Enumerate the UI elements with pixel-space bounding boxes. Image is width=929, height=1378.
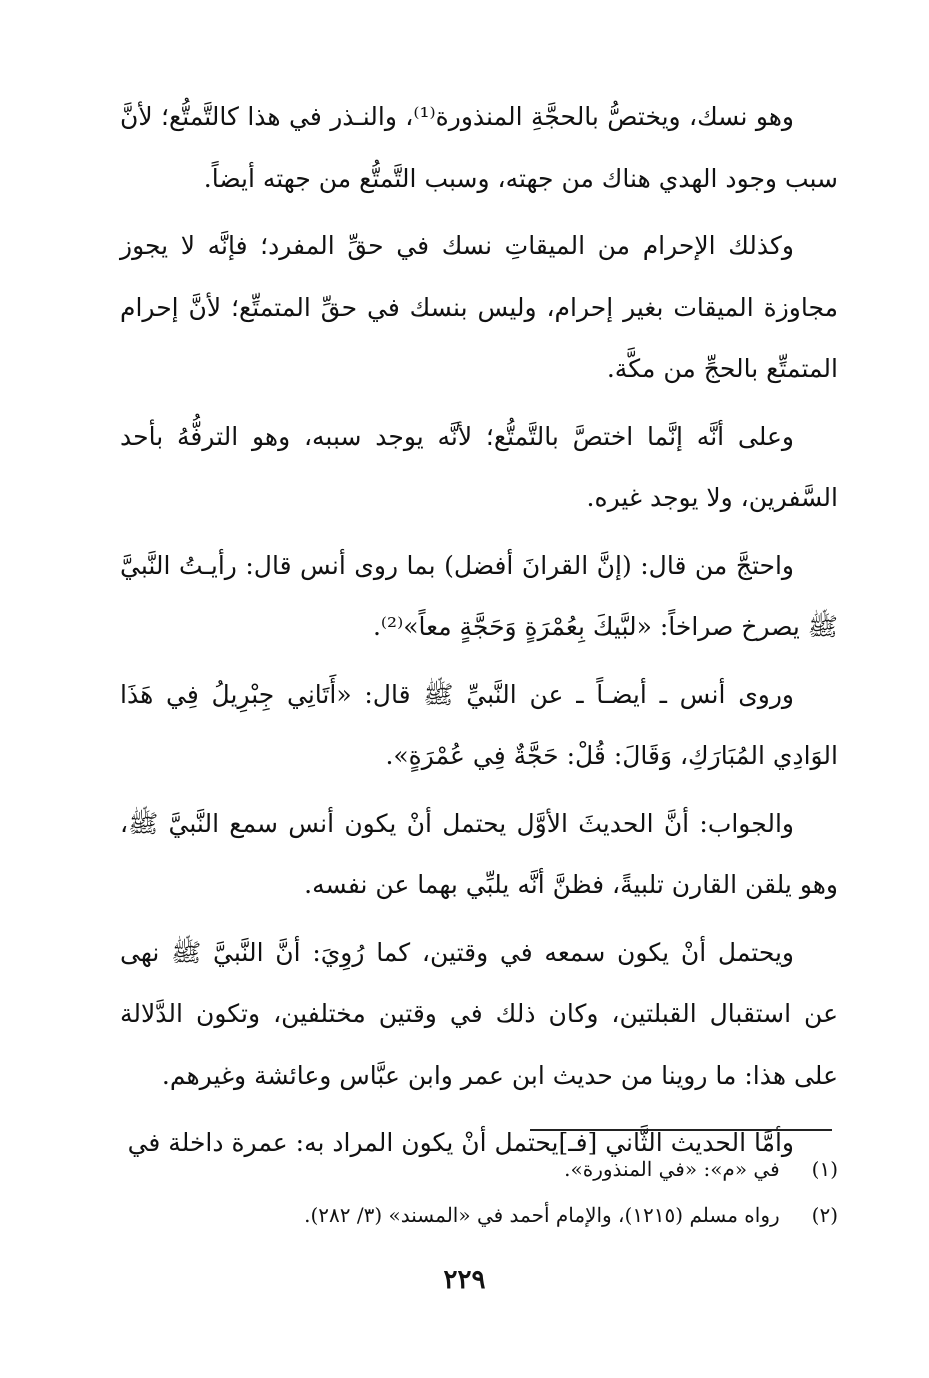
paragraph-1: وهو نسك، ويختصُّ بالحجَّةِ المنذورة⁽¹⁾، والنـذر في هذا كالتَّمتُّع؛ لأنَّ سبب وجود الهدي هناك من جهته، وسبب التَّمتُّع من جهته أيضاً.: [120, 102, 838, 193]
footnotes: [120, 1146, 838, 1238]
footnote-divider: [530, 1129, 832, 1131]
paragraph-6: والجواب: أنَّ الحديثَ الأوَّل يحتمل أنْ يكون أنس سمع النَّبيَّ ﷺ، وهو يلقن القارن تلبيةً، فظنَّ أنَّه يلبِّي بهما عن نفسه.: [120, 808, 838, 899]
footnote-2: [120, 1192, 838, 1238]
footnote-number: (١): [811, 1157, 838, 1181]
paragraph-4: واحتجَّ من قال: (إنَّ القرانَ أفضل) بما روى أنس قال: رأيـتُ النَّبيَّ ﷺ يصرخ صراخاً: «لبَّيكَ بِعُمْرَةٍ وَحَجَّةٍ معاً»⁽²⁾.: [120, 550, 838, 641]
paragraph-7: ويحتمل أنْ يكون سمعه في وقتين، كما رُوِيَ: أنَّ النَّبيَّ ﷺ نهى عن استقبال القبلتين، وكان ذلك في وقتين مختلفين، وتكون الدَّلالة على هذا: ما روينا من حديث ابن عمر وابن عبَّاس وعائشة وغيرهم.: [120, 937, 838, 1090]
paragraph-5: وروى أنس ـ أيضـاً ـ عن النَّبيِّ ﷺ قال: «أَتَانِي جِبْرِيلُ فِي هَذَا الوَادِي المُبَارَكِ، وَقَالَ: قُلْ: حَجَّةٌ فِي عُمْرَةٍ».: [120, 679, 838, 770]
footnote-text: في «م»: «في المنذورة».: [564, 1157, 780, 1181]
footnote-1: [120, 1146, 838, 1192]
footnote-number: (٢): [811, 1203, 838, 1227]
footnote-text: رواه مسلم (١٢١٥)، والإمام أحمد في «المسند» (٣/ ٢٨٢).: [304, 1203, 780, 1227]
page-number: ٢٢٩: [443, 1265, 486, 1295]
paragraph-3: وعلى أنَّه إنَّما اختصَّ بالتَّمتُّع؛ لأنَّه يوجد سببه، وهو الترفُّهُ بأحد السَّفرين، ولا يوجد غيره.: [120, 421, 838, 512]
paragraph-8: وأمَّا الحديث الثَّاني [فـ]يحتمل أنْ يكون المراد به: عمرة داخلة في: [127, 1128, 794, 1157]
paragraph-2: وكذلك الإحرام من الميقاتِ نسك في حقِّ المفرد؛ فإنَّه لا يجوز مجاوزة الميقات بغير إحرام، وليس بنسك في حقِّ المتمتِّع؛ لأنَّ إحرام المتمتِّع بالحجِّ من مكَّة.: [120, 231, 838, 383]
main-text: [120, 86, 838, 1180]
